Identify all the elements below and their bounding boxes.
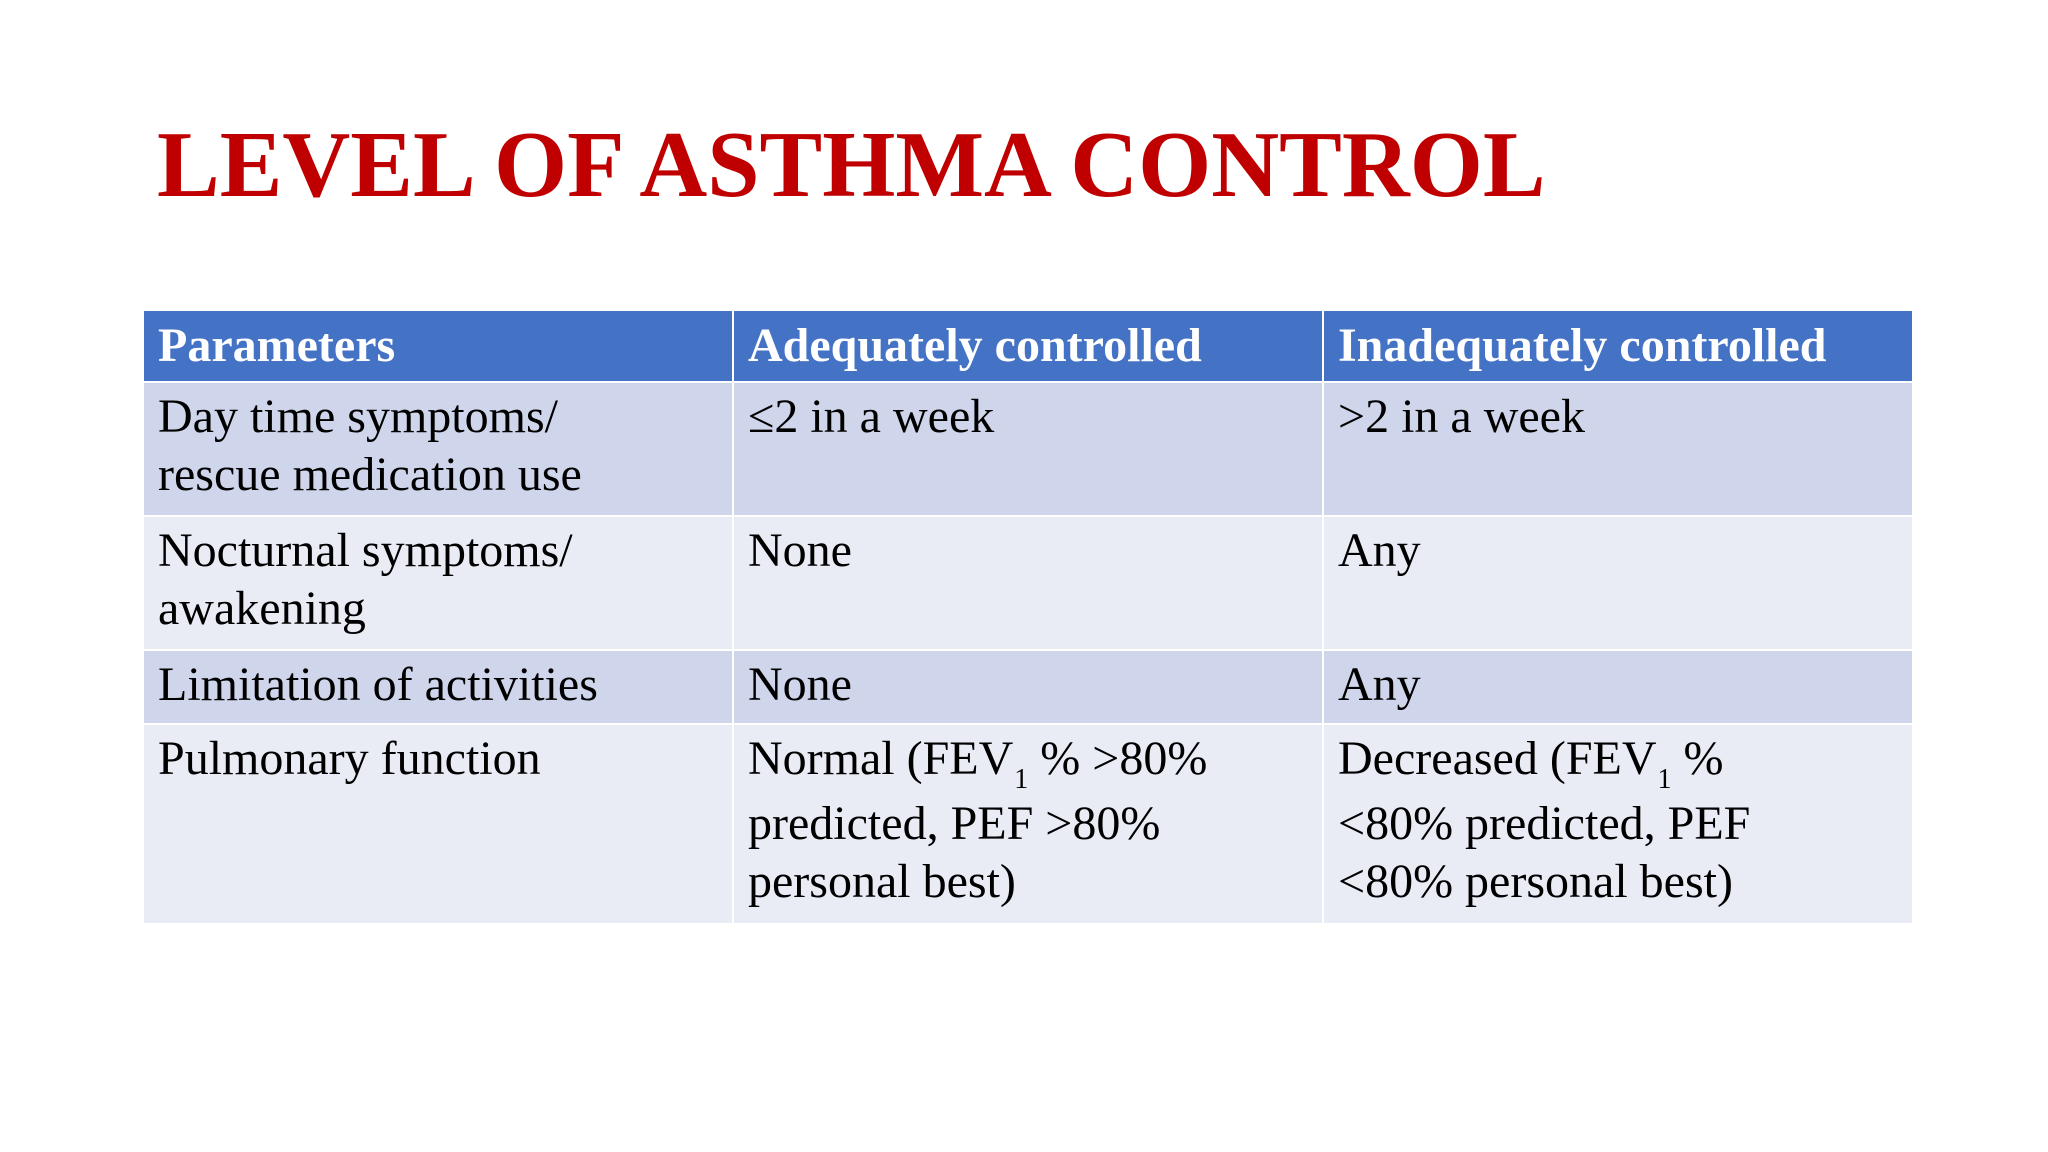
- text-segment: %: [1671, 732, 1724, 785]
- cell-text-line: awakening: [158, 582, 366, 635]
- text-segment: % >80%: [1028, 732, 1208, 785]
- table-header-row: [143, 310, 1913, 382]
- cell-adequate: None: [733, 516, 1323, 650]
- cell-adequate: [733, 724, 1323, 924]
- header-inadequately-controlled: Inadequately controlled: [1323, 310, 1913, 382]
- cell-text-line: <80% personal best): [1338, 855, 1733, 908]
- cell-text-line: personal best): [748, 855, 1016, 908]
- cell-parameter: [143, 516, 733, 650]
- cell-text-line: predicted, PEF >80%: [748, 797, 1161, 850]
- cell-text-line: [1338, 730, 1898, 795]
- cell-text-line: [748, 730, 1308, 795]
- text-segment: Decreased (FEV: [1338, 732, 1657, 785]
- slide-title: LEVEL OF ASTHMA CONTROL: [157, 113, 1546, 217]
- table-row: [143, 516, 1913, 650]
- cell-inadequate: Any: [1323, 516, 1913, 650]
- cell-adequate: None: [733, 650, 1323, 724]
- subscript: 1: [1657, 764, 1672, 795]
- table-row: [143, 650, 1913, 724]
- cell-text-line: Day time symptoms/: [158, 390, 558, 443]
- cell-text-line: <80% predicted, PEF: [1338, 797, 1751, 850]
- cell-inadequate: >2 in a week: [1323, 382, 1913, 516]
- header-parameters: Parameters: [143, 310, 733, 382]
- cell-inadequate: [1323, 724, 1913, 924]
- cell-text-line: Nocturnal symptoms/: [158, 524, 573, 577]
- header-adequately-controlled: Adequately controlled: [733, 310, 1323, 382]
- cell-parameter: Limitation of activities: [143, 650, 733, 724]
- cell-text-line: rescue medication use: [158, 448, 582, 501]
- cell-inadequate: Any: [1323, 650, 1913, 724]
- table-row: [143, 382, 1913, 516]
- text-segment: Normal (FEV: [748, 732, 1014, 785]
- table-row: [143, 724, 1913, 924]
- cell-parameter: Pulmonary function: [143, 724, 733, 924]
- subscript: 1: [1014, 764, 1029, 795]
- cell-adequate: ≤2 in a week: [733, 382, 1323, 516]
- cell-parameter: [143, 382, 733, 516]
- asthma-control-table: [142, 309, 1914, 925]
